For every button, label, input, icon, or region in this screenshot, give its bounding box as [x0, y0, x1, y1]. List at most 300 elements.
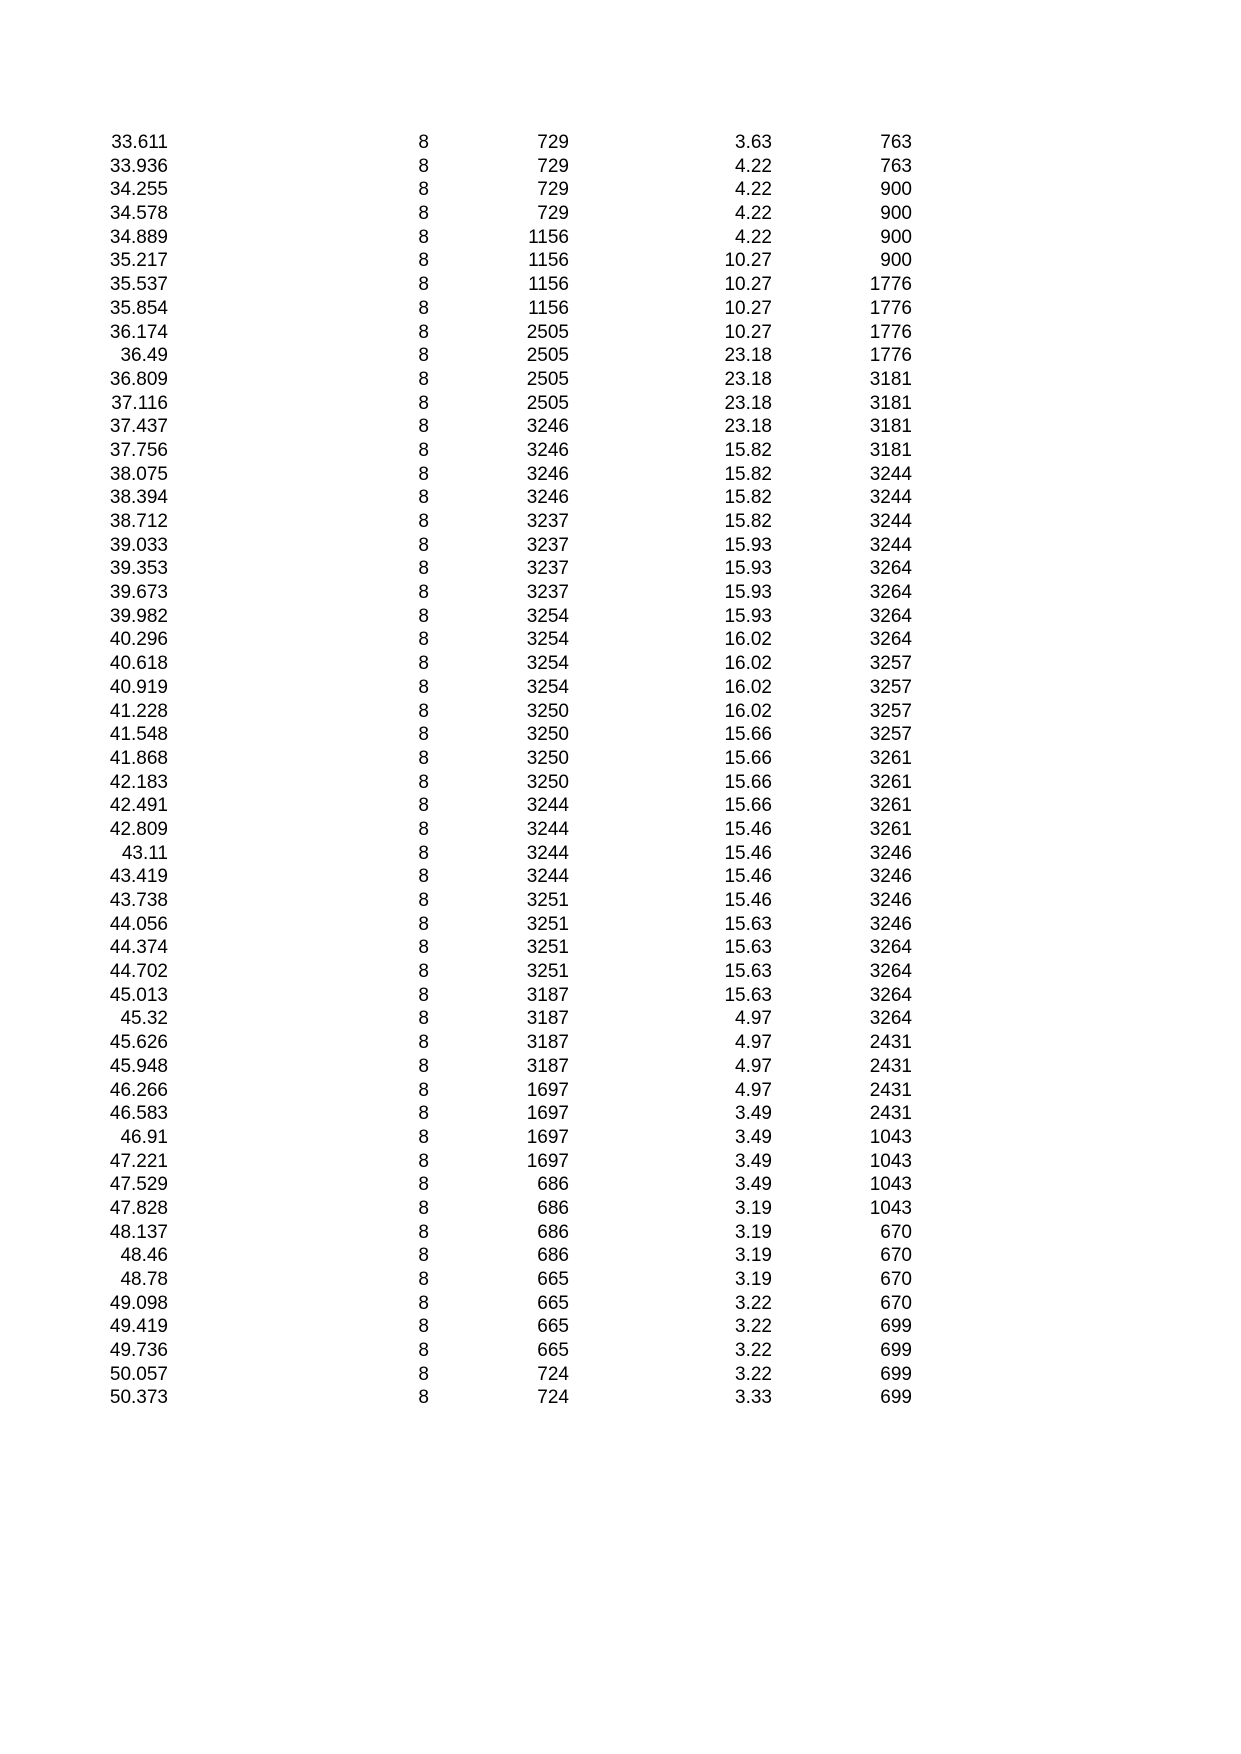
table-cell-col4: 23.18 [724, 416, 772, 438]
table-row [0, 1079, 1241, 1103]
table-cell-col3: 3237 [526, 511, 569, 532]
table-cell-col1: 39.982 [109, 605, 168, 627]
table-cell-col4: 3.19 [735, 1221, 772, 1243]
table-row [0, 1292, 1241, 1316]
table-cell-col1: 50.373 [109, 1387, 168, 1409]
table-cell-col2: 8 [418, 1363, 429, 1385]
table-cell-col4: 4.22 [735, 203, 772, 225]
table-cell-col1: 47.828 [109, 1197, 168, 1219]
table-cell-col4: 3.49 [735, 1174, 772, 1196]
table-cell-col4: 10.27 [724, 297, 772, 319]
table-cell-col5: 2431 [869, 1032, 912, 1054]
table-cell-col2: 8 [418, 368, 429, 390]
table-cell-col1: 44.374 [109, 937, 168, 959]
table-cell-col4: 15.82 [724, 511, 772, 532]
table-cell-col2: 8 [418, 511, 429, 532]
table-row [0, 1386, 1241, 1410]
table-cell-col2: 8 [418, 1150, 429, 1172]
table-cell-col2: 8 [418, 747, 429, 769]
table-cell-col3: 686 [537, 1221, 569, 1243]
table-cell-col5: 2431 [869, 1055, 912, 1077]
table-cell-col3: 686 [537, 1174, 569, 1196]
table-cell-col4: 15.63 [724, 984, 772, 1006]
table-row [0, 344, 1241, 368]
table-cell-col2: 8 [418, 1126, 429, 1148]
table-cell-col2: 8 [418, 392, 429, 414]
table-cell-col5: 3181 [869, 416, 912, 438]
table-cell-col1: 37.116 [111, 392, 168, 414]
table-cell-col5: 3181 [869, 439, 912, 461]
table-row [0, 913, 1241, 937]
table-cell-col2: 8 [418, 605, 429, 627]
table-cell-col1: 47.529 [109, 1174, 168, 1196]
table-cell-col2: 8 [418, 463, 429, 485]
table-row [0, 155, 1241, 179]
table-cell-col4: 4.97 [735, 1055, 772, 1077]
table-cell-col4: 15.46 [724, 866, 772, 888]
table-row [0, 889, 1241, 913]
table-cell-col4: 23.18 [724, 345, 772, 367]
table-cell-col2: 8 [418, 866, 429, 888]
table-cell-col3: 2505 [526, 392, 569, 414]
table-row [0, 1055, 1241, 1079]
table-cell-col5: 3244 [869, 487, 912, 509]
table-row [0, 1339, 1241, 1363]
table-row [0, 178, 1241, 202]
table-row [0, 1173, 1241, 1197]
table-cell-col2: 8 [418, 179, 429, 201]
table-cell-col3: 1697 [526, 1126, 569, 1148]
table-cell-col4: 3.19 [735, 1197, 772, 1219]
table-cell-col1: 40.618 [109, 653, 168, 675]
table-cell-col5: 3257 [869, 700, 912, 722]
table-cell-col1: 33.936 [109, 155, 168, 177]
table-cell-col5: 3246 [869, 890, 912, 911]
table-cell-col3: 3237 [526, 534, 569, 556]
table-cell-col5: 1043 [869, 1197, 912, 1219]
table-cell-col1: 34.578 [109, 203, 168, 225]
table-cell-col2: 8 [418, 1055, 429, 1077]
table-cell-col3: 3244 [526, 818, 569, 840]
table-cell-col1: 33.611 [111, 132, 168, 153]
table-cell-col2: 8 [418, 226, 429, 248]
table-cell-col3: 3187 [526, 1008, 569, 1030]
table-cell-col2: 8 [418, 1032, 429, 1054]
table-cell-col2: 8 [418, 1292, 429, 1314]
table-cell-col3: 3187 [526, 1055, 569, 1077]
table-cell-col2: 8 [418, 818, 429, 840]
table-cell-col2: 8 [418, 961, 429, 983]
table-cell-col3: 1156 [528, 250, 569, 272]
table-cell-col3: 729 [537, 203, 569, 225]
table-row [0, 510, 1241, 534]
table-cell-col5: 670 [880, 1269, 912, 1290]
table-cell-col3: 1156 [528, 297, 569, 319]
table-cell-col1: 38.075 [109, 463, 168, 485]
table-cell-col1: 40.919 [109, 676, 168, 698]
table-cell-col1: 45.948 [109, 1055, 168, 1077]
table-row [0, 700, 1241, 724]
table-cell-col5: 1043 [869, 1174, 912, 1196]
table-cell-col4: 15.63 [724, 913, 772, 935]
table-row [0, 581, 1241, 605]
table-cell-col5: 1043 [869, 1150, 912, 1172]
table-cell-col1: 43.738 [109, 890, 168, 911]
table-cell-col2: 8 [418, 629, 429, 651]
table-cell-col1: 42.809 [109, 818, 168, 840]
table-cell-col4: 4.22 [735, 179, 772, 201]
table-cell-col2: 8 [418, 534, 429, 556]
table-cell-col5: 3261 [869, 795, 912, 817]
table-cell-col2: 8 [418, 1269, 429, 1290]
table-cell-col5: 3257 [869, 724, 912, 746]
table-cell-col1: 48.78 [120, 1269, 168, 1290]
table-cell-col4: 15.66 [724, 724, 772, 746]
table-cell-col4: 15.66 [724, 747, 772, 769]
table-cell-col1: 45.626 [109, 1032, 168, 1054]
table-cell-col3: 3246 [526, 463, 569, 485]
table-cell-col2: 8 [418, 890, 429, 911]
table-cell-col2: 8 [418, 297, 429, 319]
table-cell-col3: 3251 [526, 890, 569, 911]
table-row [0, 1221, 1241, 1245]
data-table [0, 131, 1241, 1410]
table-cell-col3: 3250 [526, 747, 569, 769]
table-cell-col4: 4.97 [735, 1008, 772, 1030]
table-cell-col3: 3237 [526, 582, 569, 604]
table-cell-col4: 15.46 [724, 890, 772, 911]
table-row [0, 1315, 1241, 1339]
table-cell-col4: 3.63 [735, 132, 772, 153]
table-cell-col3: 686 [537, 1245, 569, 1267]
table-cell-col1: 41.228 [109, 700, 168, 722]
table-cell-col5: 670 [880, 1245, 912, 1267]
table-row [0, 202, 1241, 226]
table-cell-col3: 686 [537, 1197, 569, 1219]
table-row [0, 249, 1241, 273]
table-cell-col5: 3261 [869, 771, 912, 793]
table-row [0, 297, 1241, 321]
table-cell-col2: 8 [418, 203, 429, 225]
table-cell-col2: 8 [418, 724, 429, 746]
table-cell-col3: 2505 [526, 345, 569, 367]
table-cell-col1: 50.057 [109, 1363, 168, 1385]
table-cell-col5: 3264 [869, 629, 912, 651]
table-cell-col3: 665 [537, 1269, 569, 1290]
table-cell-col3: 1697 [526, 1103, 569, 1125]
table-cell-col3: 1156 [528, 226, 569, 248]
table-row [0, 1363, 1241, 1387]
table-cell-col1: 42.183 [109, 771, 168, 793]
table-row [0, 463, 1241, 487]
table-cell-col4: 4.22 [735, 226, 772, 248]
table-row [0, 723, 1241, 747]
table-cell-col5: 3257 [869, 676, 912, 698]
table-cell-col2: 8 [418, 132, 429, 153]
table-cell-col4: 16.02 [724, 653, 772, 675]
table-cell-col2: 8 [418, 416, 429, 438]
table-cell-col3: 3254 [526, 676, 569, 698]
table-cell-col4: 3.49 [735, 1150, 772, 1172]
table-row [0, 1102, 1241, 1126]
table-row [0, 1126, 1241, 1150]
table-cell-col2: 8 [418, 321, 429, 343]
table-cell-col4: 23.18 [724, 368, 772, 390]
table-cell-col3: 3250 [526, 700, 569, 722]
table-cell-col5: 3244 [869, 511, 912, 532]
table-cell-col1: 43.11 [121, 842, 168, 864]
table-cell-col1: 36.174 [109, 321, 168, 343]
table-cell-col1: 39.353 [109, 558, 168, 580]
table-cell-col4: 3.49 [735, 1103, 772, 1125]
table-cell-col1: 48.137 [109, 1221, 168, 1243]
table-cell-col4: 4.97 [735, 1079, 772, 1101]
table-cell-col3: 3251 [526, 961, 569, 983]
table-cell-col5: 699 [880, 1340, 912, 1362]
table-row [0, 1244, 1241, 1268]
table-cell-col2: 8 [418, 1174, 429, 1196]
table-cell-col1: 35.217 [109, 250, 168, 272]
table-cell-col1: 45.013 [109, 984, 168, 1006]
table-cell-col1: 47.221 [109, 1150, 168, 1172]
table-cell-col1: 34.889 [109, 226, 168, 248]
table-cell-col5: 699 [880, 1316, 912, 1338]
table-row [0, 794, 1241, 818]
table-cell-col3: 1697 [526, 1150, 569, 1172]
table-cell-col3: 3244 [526, 795, 569, 817]
table-cell-col5: 3264 [869, 558, 912, 580]
table-cell-col4: 16.02 [724, 700, 772, 722]
table-cell-col5: 3244 [869, 463, 912, 485]
table-row [0, 534, 1241, 558]
table-cell-col1: 40.296 [109, 629, 168, 651]
table-cell-col4: 15.82 [724, 439, 772, 461]
table-cell-col4: 10.27 [724, 250, 772, 272]
table-cell-col4: 15.66 [724, 795, 772, 817]
table-cell-col2: 8 [418, 1387, 429, 1409]
table-cell-col4: 3.19 [735, 1245, 772, 1267]
table-cell-col5: 900 [880, 179, 912, 201]
table-cell-col3: 3254 [526, 605, 569, 627]
table-row [0, 1031, 1241, 1055]
table-cell-col5: 1776 [869, 297, 912, 319]
table-row [0, 415, 1241, 439]
table-cell-col3: 729 [537, 132, 569, 153]
table-cell-col5: 3264 [869, 984, 912, 1006]
table-cell-col5: 900 [880, 250, 912, 272]
table-cell-col1: 48.46 [120, 1245, 168, 1267]
table-cell-col4: 3.19 [735, 1269, 772, 1290]
table-cell-col4: 15.93 [724, 605, 772, 627]
table-cell-col1: 36.49 [120, 345, 168, 367]
table-cell-col5: 2431 [869, 1079, 912, 1101]
table-cell-col4: 15.46 [724, 842, 772, 864]
table-cell-col5: 3261 [869, 747, 912, 769]
table-cell-col3: 665 [537, 1292, 569, 1314]
table-cell-col5: 900 [880, 226, 912, 248]
table-cell-col3: 724 [537, 1363, 569, 1385]
table-cell-col4: 16.02 [724, 676, 772, 698]
table-cell-col5: 3244 [869, 534, 912, 556]
table-row [0, 960, 1241, 984]
table-cell-col1: 45.32 [120, 1008, 168, 1030]
table-cell-col2: 8 [418, 653, 429, 675]
table-row [0, 131, 1241, 155]
table-row [0, 557, 1241, 581]
table-cell-col2: 8 [418, 913, 429, 935]
table-cell-col4: 15.82 [724, 463, 772, 485]
table-cell-col3: 3251 [526, 937, 569, 959]
table-cell-col4: 15.93 [724, 558, 772, 580]
table-cell-col1: 39.033 [109, 534, 168, 556]
table-cell-col5: 1776 [869, 345, 912, 367]
table-cell-col5: 3181 [869, 368, 912, 390]
table-cell-col2: 8 [418, 274, 429, 296]
table-cell-col2: 8 [418, 1221, 429, 1243]
table-cell-col3: 729 [537, 179, 569, 201]
table-cell-col5: 3261 [869, 818, 912, 840]
table-cell-col2: 8 [418, 1245, 429, 1267]
table-cell-col3: 665 [537, 1340, 569, 1362]
table-cell-col1: 49.419 [109, 1316, 168, 1338]
table-cell-col4: 3.22 [735, 1340, 772, 1362]
table-cell-col5: 3264 [869, 1008, 912, 1030]
table-cell-col3: 3246 [526, 487, 569, 509]
table-cell-col1: 49.736 [109, 1340, 168, 1362]
table-cell-col3: 3254 [526, 653, 569, 675]
table-cell-col2: 8 [418, 439, 429, 461]
table-cell-col5: 3257 [869, 653, 912, 675]
table-cell-col3: 665 [537, 1316, 569, 1338]
table-row [0, 392, 1241, 416]
table-cell-col2: 8 [418, 582, 429, 604]
table-cell-col3: 1156 [528, 274, 569, 296]
table-row [0, 936, 1241, 960]
table-cell-col3: 3237 [526, 558, 569, 580]
table-cell-col3: 3254 [526, 629, 569, 651]
table-cell-col1: 38.394 [109, 487, 168, 509]
table-row [0, 676, 1241, 700]
table-row [0, 1007, 1241, 1031]
table-cell-col1: 43.419 [109, 866, 168, 888]
table-cell-col2: 8 [418, 1316, 429, 1338]
table-cell-col5: 1776 [869, 274, 912, 296]
table-row [0, 865, 1241, 889]
table-row [0, 605, 1241, 629]
table-cell-col5: 3264 [869, 605, 912, 627]
table-cell-col4: 15.63 [724, 937, 772, 959]
table-cell-col2: 8 [418, 155, 429, 177]
table-cell-col4: 3.22 [735, 1363, 772, 1385]
table-cell-col4: 3.22 [735, 1292, 772, 1314]
table-cell-col1: 37.437 [109, 416, 168, 438]
table-cell-col2: 8 [418, 345, 429, 367]
table-row [0, 747, 1241, 771]
table-cell-col2: 8 [418, 1103, 429, 1125]
table-cell-col3: 3251 [526, 913, 569, 935]
table-row [0, 439, 1241, 463]
table-row [0, 628, 1241, 652]
table-cell-col1: 49.098 [109, 1292, 168, 1314]
table-cell-col1: 46.266 [109, 1079, 168, 1101]
table-cell-col4: 15.66 [724, 771, 772, 793]
table-cell-col3: 3246 [526, 416, 569, 438]
table-cell-col3: 724 [537, 1387, 569, 1409]
table-cell-col3: 729 [537, 155, 569, 177]
table-cell-col2: 8 [418, 795, 429, 817]
table-cell-col4: 3.22 [735, 1316, 772, 1338]
table-cell-col3: 2505 [526, 321, 569, 343]
table-cell-col5: 763 [880, 155, 912, 177]
table-cell-col5: 3246 [869, 913, 912, 935]
table-cell-col4: 15.93 [724, 534, 772, 556]
table-cell-col1: 46.91 [120, 1126, 168, 1148]
table-cell-col4: 3.49 [735, 1126, 772, 1148]
table-cell-col1: 38.712 [109, 511, 168, 532]
table-cell-col3: 3246 [526, 439, 569, 461]
table-row [0, 486, 1241, 510]
table-cell-col1: 42.491 [109, 795, 168, 817]
table-cell-col4: 15.93 [724, 582, 772, 604]
table-cell-col5: 3264 [869, 937, 912, 959]
table-cell-col2: 8 [418, 1340, 429, 1362]
table-cell-col3: 1697 [526, 1079, 569, 1101]
table-row [0, 818, 1241, 842]
table-row [0, 368, 1241, 392]
table-cell-col1: 44.702 [109, 961, 168, 983]
table-cell-col5: 3246 [869, 866, 912, 888]
table-cell-col1: 35.854 [109, 297, 168, 319]
table-cell-col1: 35.537 [109, 274, 168, 296]
table-cell-col5: 3246 [869, 842, 912, 864]
table-cell-col2: 8 [418, 1079, 429, 1101]
table-cell-col3: 3187 [526, 1032, 569, 1054]
table-cell-col4: 15.82 [724, 487, 772, 509]
table-cell-col3: 3250 [526, 724, 569, 746]
table-row [0, 842, 1241, 866]
table-row [0, 1268, 1241, 1292]
table-row [0, 226, 1241, 250]
table-cell-col2: 8 [418, 676, 429, 698]
table-cell-col4: 10.27 [724, 274, 772, 296]
table-cell-col1: 37.756 [109, 439, 168, 461]
table-cell-col1: 41.548 [109, 724, 168, 746]
table-cell-col5: 670 [880, 1292, 912, 1314]
table-cell-col4: 15.46 [724, 818, 772, 840]
table-cell-col5: 900 [880, 203, 912, 225]
table-cell-col4: 15.63 [724, 961, 772, 983]
table-cell-col1: 39.673 [109, 582, 168, 604]
table-cell-col2: 8 [418, 842, 429, 864]
table-cell-col5: 3264 [869, 961, 912, 983]
table-cell-col5: 699 [880, 1387, 912, 1409]
table-cell-col3: 3187 [526, 984, 569, 1006]
table-row [0, 273, 1241, 297]
table-cell-col4: 23.18 [724, 392, 772, 414]
table-cell-col4: 10.27 [724, 321, 772, 343]
table-cell-col2: 8 [418, 558, 429, 580]
table-cell-col3: 3250 [526, 771, 569, 793]
table-cell-col1: 41.868 [109, 747, 168, 769]
table-cell-col5: 763 [880, 132, 912, 153]
table-row [0, 652, 1241, 676]
table-cell-col3: 2505 [526, 368, 569, 390]
table-cell-col2: 8 [418, 250, 429, 272]
table-cell-col1: 44.056 [109, 913, 168, 935]
table-cell-col2: 8 [418, 984, 429, 1006]
table-cell-col3: 3244 [526, 866, 569, 888]
table-cell-col5: 1043 [869, 1126, 912, 1148]
